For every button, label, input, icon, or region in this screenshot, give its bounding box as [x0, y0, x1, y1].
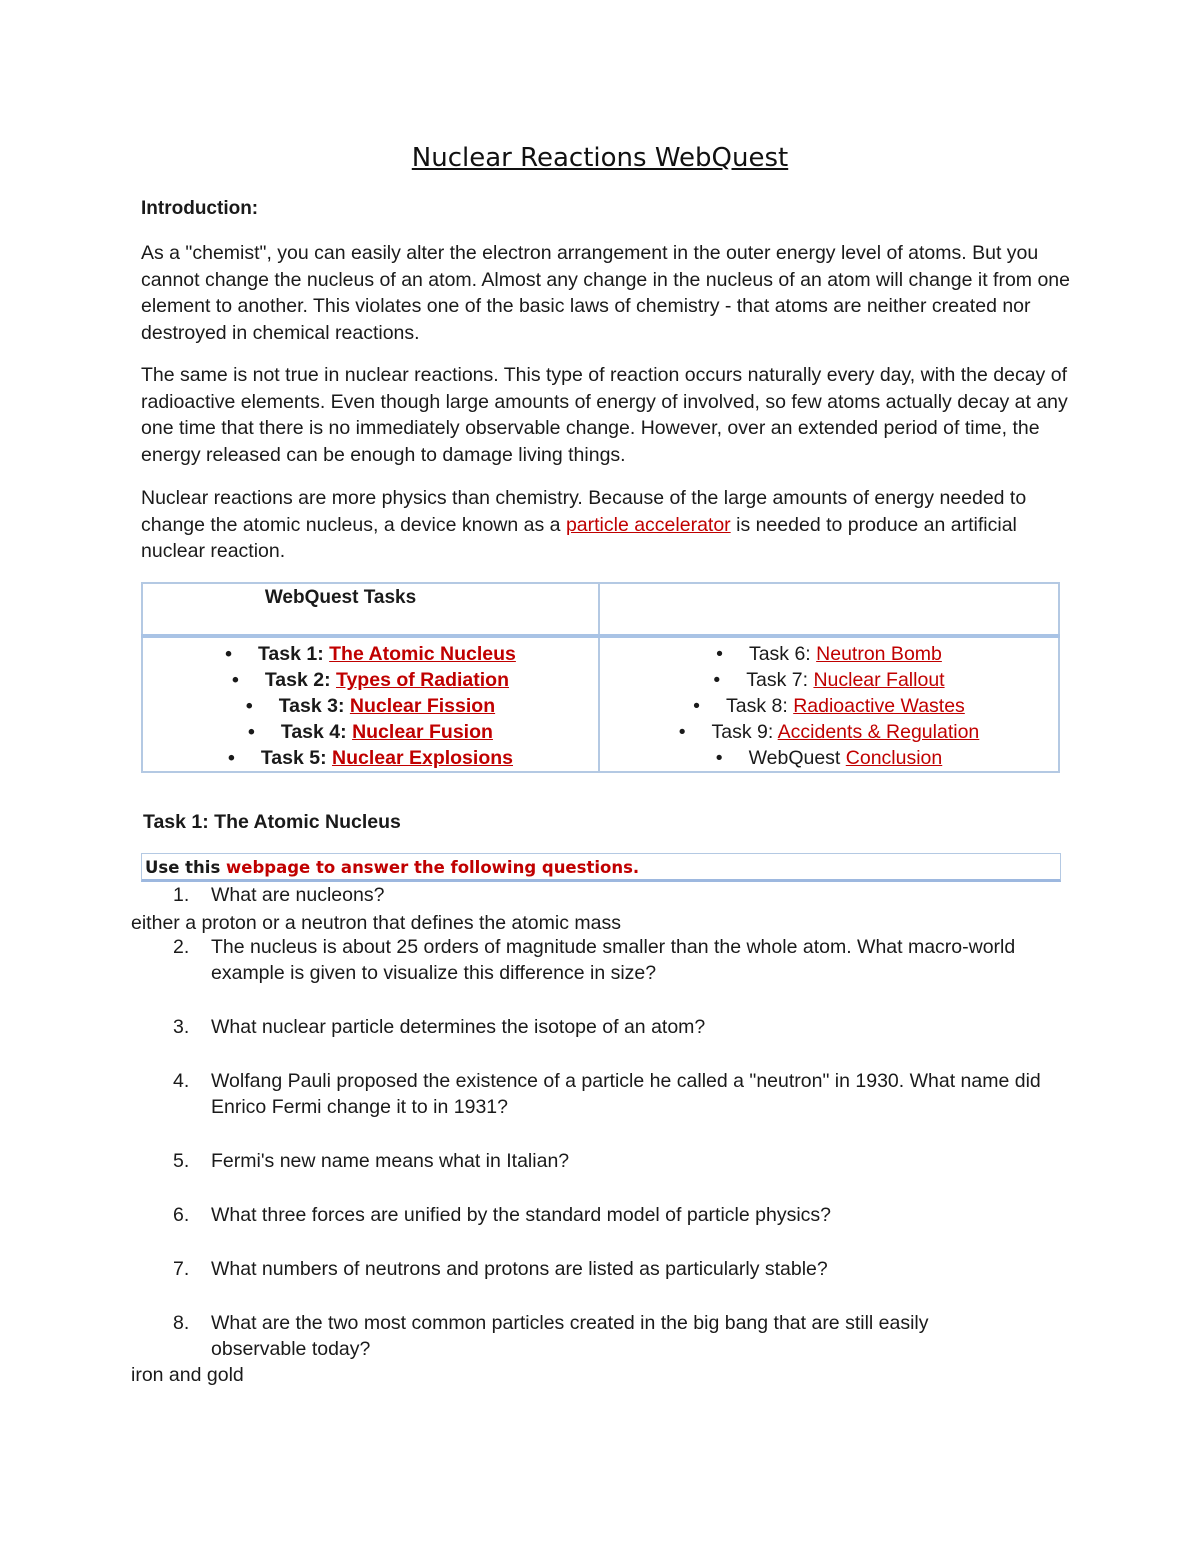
task-link-nuclear-fission[interactable]: Nuclear Fission: [349, 695, 496, 717]
webpage-link[interactable]: webpage: [226, 858, 311, 877]
task-item: • Task 5: Nuclear Explosions: [143, 745, 598, 771]
task-item: • Task 9: Accidents & Regulation: [600, 719, 1058, 745]
task-link-nuclear-fallout[interactable]: Nuclear Fallout: [813, 669, 945, 691]
page-title: Nuclear Reactions WebQuest: [411, 143, 789, 173]
tasks-right-cell: [599, 636, 1059, 772]
task-link-conclusion[interactable]: Conclusion: [845, 747, 943, 769]
task-link-radioactive-wastes[interactable]: Radioactive Wastes: [793, 695, 965, 717]
task-link-accidents-regulation[interactable]: Accidents & Regulation: [777, 721, 980, 743]
task-link-neutron-bomb[interactable]: Neutron Bomb: [816, 643, 942, 665]
intro-heading: Introduction:: [141, 198, 259, 219]
tasks-left-list: [143, 638, 598, 771]
instruction-box: [141, 853, 1061, 882]
task-item: • Task 6: Neutron Bomb: [600, 641, 1058, 667]
instruction-end: to answer the following questions.: [310, 858, 640, 877]
question-item: 2. The nucleus is about 25 orders of magnitude smaller than the whole atom. What macro-world example is given to visualize this difference in size?: [173, 936, 1016, 984]
task-link-atomic-nucleus[interactable]: The Atomic Nucleus: [329, 643, 516, 665]
intro-paragraph-3-start: Nuclear reactions are more physics than chemistry. Because of the large amounts of energy needed to change the atomic nucleus, a device known as a: [141, 487, 1027, 536]
particle-accelerator-link[interactable]: particle accelerator: [565, 513, 731, 536]
tasks-table-header: WebQuest Tasks: [264, 587, 417, 608]
task-item: • Task 8: Radioactive Wastes: [600, 693, 1058, 719]
question-item: 4. Wolfang Pauli proposed the existence of a particle he called a "neutron" in 1930. What name did Enrico Fermi change it to in 1931?: [173, 1070, 1041, 1118]
tasks-table-header-empty-cell: [599, 583, 1059, 636]
task-item: • Task 2: Types of Radiation: [143, 667, 598, 693]
question-list: [173, 882, 1073, 1362]
question-item: 8. What are the two most common particles created in the big bang that are still easily observable today?: [173, 1312, 929, 1360]
task-link-types-of-radiation[interactable]: Types of Radiation: [336, 669, 509, 691]
task-item: • Task 7: Nuclear Fallout: [600, 667, 1058, 693]
tasks-table-header-cell: [142, 583, 599, 636]
tasks-right-list: [600, 638, 1058, 771]
question-item: 7. What numbers of neutrons and protons are listed as particularly stable?: [173, 1258, 828, 1280]
intro-paragraph-3-end: is needed to produce an artificial nuclear reaction.: [141, 513, 1017, 563]
intro-paragraph-3: [141, 485, 1071, 565]
intro-paragraph-1: As a "chemist", you can easily alter the electron arrangement in the outer energy level of atoms. But you cannot change the nucleus of an atom. Almost any change in the nucleus of an atom will change it from one element to another. This violates one of the basic laws of chemistry - that atoms are neither created nor destroyed in chemical reactions.: [141, 242, 1070, 345]
intro-paragraph-2: The same is not true in nuclear reactions. This type of reaction occurs naturally every day, with the decay of radioactive elements. Even though large amounts of energy of involved, so few atoms actually decay at any one time that there is no immediately observable change. However, over an extended period of time, the energy released can be enough to damage living things.: [141, 364, 1068, 467]
answer-1: either a proton or a neutron that defines the atomic mass: [131, 912, 621, 934]
question-item: 3. What nuclear particle determines the isotope of an atom?: [173, 1016, 706, 1038]
tasks-left-cell: [142, 636, 599, 772]
task-link-nuclear-fusion[interactable]: Nuclear Fusion: [352, 721, 493, 743]
task-item: • WebQuest Conclusion: [600, 745, 1058, 771]
task-item: • Task 4: Nuclear Fusion: [143, 719, 598, 745]
webquest-tasks-table: [141, 582, 1060, 773]
answer-8: iron and gold: [131, 1364, 244, 1386]
task1-heading: Task 1: The Atomic Nucleus: [143, 811, 401, 833]
task-item: • Task 3: Nuclear Fission: [143, 693, 598, 719]
question-item: 5. Fermi's new name means what in Italian?: [173, 1150, 570, 1172]
question-item: 6. What three forces are unified by the standard model of particle physics?: [173, 1204, 831, 1226]
task-link-nuclear-explosions[interactable]: Nuclear Explosions: [332, 747, 513, 769]
instruction-start: Use this: [145, 858, 227, 877]
task-item: • Task 1: The Atomic Nucleus: [143, 641, 598, 667]
question-item: 1. What are nucleons?: [173, 884, 385, 906]
